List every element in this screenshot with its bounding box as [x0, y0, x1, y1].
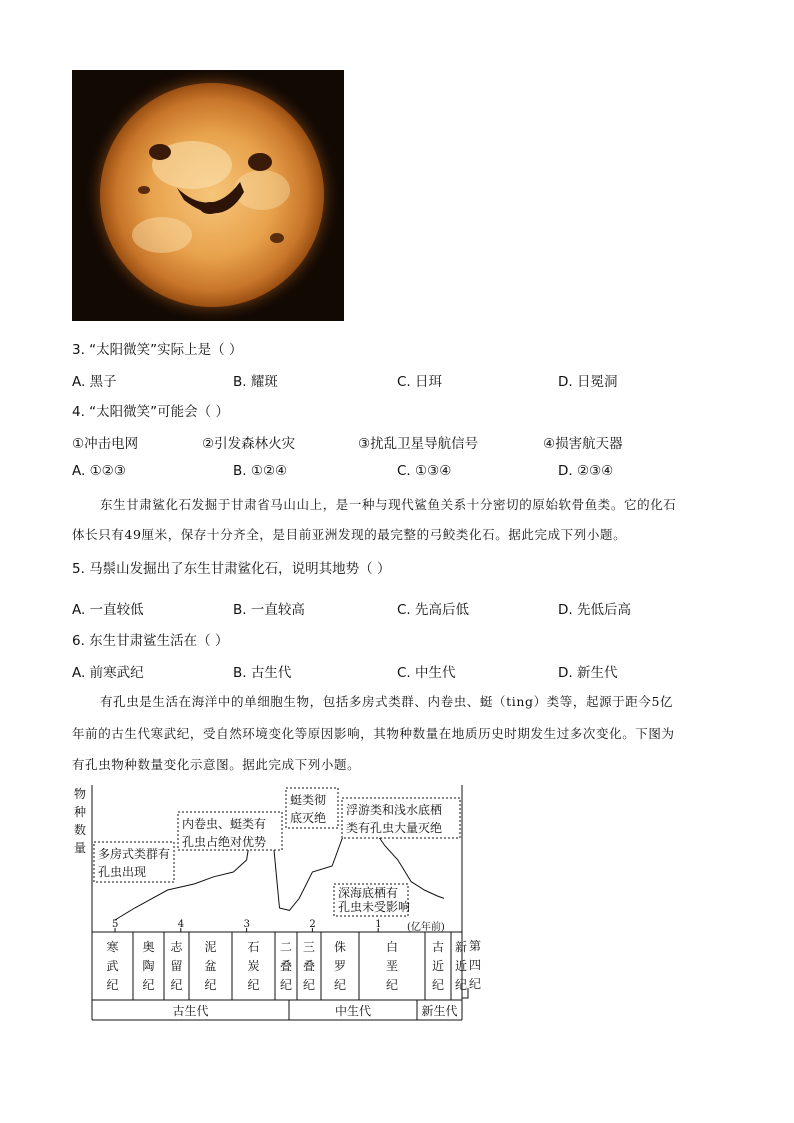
q6-option-a[interactable]: A. 前寒武纪 [72, 665, 144, 681]
chart-svg [72, 780, 492, 1025]
q5-option-a[interactable]: A. 一直较低 [72, 602, 144, 618]
chart-x-tick-label: 1 [375, 919, 382, 930]
chart-period-label: 白垩纪 [386, 940, 399, 992]
chart-annotation-text: 多房式类群有孔虫出现 [98, 847, 171, 879]
q5-option-b[interactable]: B. 一直较高 [233, 602, 305, 618]
chart-period-label: 寒武纪 [106, 940, 119, 992]
chart-era-label: 中生代 [335, 1004, 372, 1018]
chart-annotation-text: 蜓类彻底灭绝 [290, 793, 327, 825]
q4-option-b[interactable]: B. ①②④ [233, 463, 288, 479]
q5-option-c[interactable]: C. 先高后低 [397, 602, 470, 618]
passage2-line3: 有孔虫物种数量变化示意图。据此完成下列小题。 [72, 757, 361, 772]
chart-period-label: 侏罗纪 [334, 940, 347, 992]
foraminifera-chart [72, 780, 492, 1029]
chart-x-tick-label: 5 [112, 919, 119, 930]
chart-era-label: 新生代 [421, 1004, 458, 1018]
q3-stem: 3. “太阳微笑”实际上是（ ） [72, 342, 243, 358]
chart-period-label: 奥陶纪 [142, 940, 155, 992]
passage2-line2: 年前的古生代寒武纪，受自然环境变化等原因影响，其物种数量在地质历史时期发生过多次变化。下图为 [72, 726, 675, 741]
chart-period-label: 三叠纪 [303, 940, 316, 992]
chart-period-label: 古近纪 [432, 940, 445, 992]
q3-option-d[interactable]: D. 日冕洞 [558, 374, 618, 390]
sun-image [72, 70, 344, 321]
chart-x-tick-label: 3 [243, 919, 250, 930]
q6-option-d[interactable]: D. 新生代 [558, 665, 618, 681]
chart-period-label: 志留纪 [170, 940, 183, 992]
passage1-line2: 体长只有49厘米，保存十分齐全，是目前亚洲发现的最完整的弓鲛类化石。据此完成下列小题。 [72, 527, 627, 542]
chart-x-tick-label: 2 [309, 919, 316, 930]
chart-annotation-text: 深海底栖有孔虫未受影响 [338, 886, 411, 914]
q6-stem: 6. 东生甘肃鲨生活在（ ） [72, 633, 229, 649]
q4-option-a[interactable]: A. ①②③ [72, 463, 126, 479]
chart-side-period-label: 第四纪 [469, 939, 482, 991]
q4-item-4: ④损害航天器 [543, 436, 623, 452]
chart-x-unit: (亿年前) [407, 922, 445, 933]
q5-option-d[interactable]: D. 先低后高 [558, 602, 631, 618]
q5-stem: 5. 马鬃山发掘出了东生甘肃鲨化石，说明其地势（ ） [72, 561, 391, 577]
q4-stem: 4. “太阳微笑”可能会（ ） [72, 404, 229, 420]
chart-annotation-text: 浮游类和浅水底栖类有孔虫大量灭绝 [346, 803, 443, 835]
chart-x-tick-label: 4 [177, 919, 185, 930]
chart-era-label: 古生代 [172, 1004, 209, 1018]
q4-option-d[interactable]: D. ②③④ [558, 463, 614, 479]
chart-y-label: 物种数量 [74, 787, 87, 855]
chart-annotation-text: 内卷虫、蜓类有孔虫占绝对优势 [182, 817, 267, 849]
chart-period-label: 二叠纪 [280, 940, 293, 992]
passage2-line1: 有孔虫是生活在海洋中的单细胞生物，包括多房式类群、内卷虫、蜓（ting）类等，起源于距今5亿 [100, 694, 674, 709]
q4-option-c[interactable]: C. ①③④ [397, 463, 452, 479]
chart-period-label: 新近纪 [455, 940, 468, 992]
q3-option-c[interactable]: C. 日珥 [397, 374, 443, 390]
passage1-line1: 东生甘肃鲨化石发掘于甘肃省马山山上，是一种与现代鲨鱼关系十分密切的原始软骨鱼类。它的化石 [100, 497, 677, 512]
q6-option-c[interactable]: C. 中生代 [397, 665, 456, 681]
sun-smile-photo [72, 70, 344, 321]
q3-option-a[interactable]: A. 黑子 [72, 374, 117, 390]
q3-option-b[interactable]: B. 耀斑 [233, 374, 278, 390]
q4-item-3: ③扰乱卫星导航信号 [358, 436, 479, 452]
chart-period-label: 泥盆纪 [204, 940, 217, 992]
q4-item-2: ②引发森林火灾 [202, 436, 296, 452]
chart-period-label: 石炭纪 [247, 940, 260, 992]
q6-option-b[interactable]: B. 古生代 [233, 665, 292, 681]
q4-item-1: ①冲击电网 [72, 436, 139, 452]
